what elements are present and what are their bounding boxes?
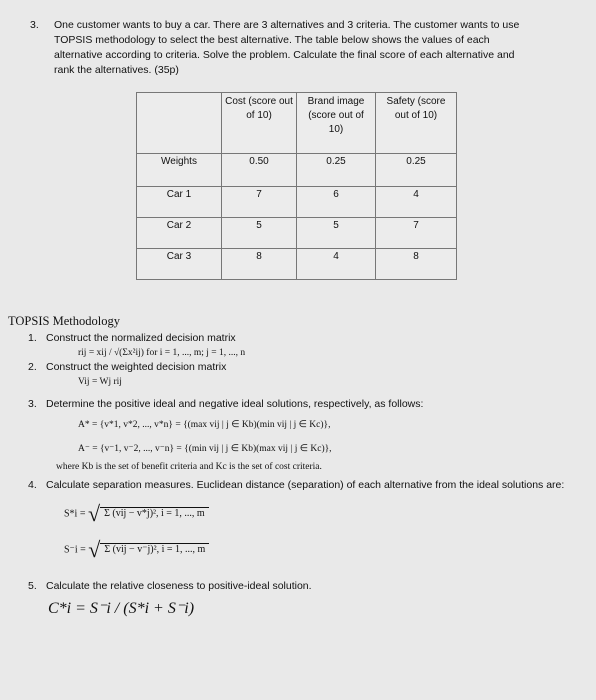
- step-4: [8, 478, 588, 493]
- topsis-section: [8, 314, 588, 618]
- step-2: [8, 360, 588, 375]
- cell-value: 6: [297, 187, 376, 218]
- formula-separation-negative: [8, 533, 588, 569]
- formula-positive-ideal: A* = {v*1, v*2, ..., v*n} = {(max vij | j ∈ Kb)(min vij | j ∈ Kc)},: [78, 420, 331, 430]
- step-text: Construct the normalized decision matrix: [46, 332, 236, 344]
- criteria-note: where Kb is the set of benefit criteria and Kc is the set of cost criteria.: [56, 462, 322, 472]
- step-number: 4.: [28, 479, 37, 491]
- question-line-1: One customer wants to buy a car. There are 3 alternatives and 3 criteria. The customer wants to use: [54, 19, 520, 31]
- step-text: Construct the weighted decision matrix: [46, 361, 227, 373]
- question-block: [30, 18, 590, 78]
- formula-negative-ideal: A⁻ = {v⁻1, v⁻2, ..., v⁻n} = {(min vij | j ∈ Kb)(max vij | j ∈ Kc)},: [78, 444, 332, 454]
- header-cost: Cost (score out of 10): [222, 93, 297, 154]
- cell-value: 4: [376, 187, 457, 218]
- row-label: Car 1: [137, 187, 222, 218]
- step-3: [8, 397, 588, 412]
- header-safety: Safety (score out of 10): [376, 93, 457, 154]
- table-row: [137, 218, 457, 249]
- question-number: 3.: [30, 19, 39, 31]
- row-label: Weights: [137, 154, 222, 187]
- question-line-4: rank the alternatives. (35p): [54, 64, 179, 76]
- row-label: Car 2: [137, 218, 222, 249]
- cell-value: 4: [297, 249, 376, 280]
- radical-icon: √: [88, 537, 101, 562]
- weight-safety: 0.25: [376, 154, 457, 187]
- table-row: [137, 187, 457, 218]
- step-number: 1.: [28, 332, 37, 344]
- step-5: [8, 579, 588, 594]
- formula-radicand: Σ (vij − v⁻j)², i = 1, ..., m: [100, 543, 209, 555]
- radical-icon: √: [87, 501, 101, 526]
- formula-normalized: rij = xij / √(Σx²ij) for i = 1, ..., m; j = 1, ..., n: [78, 348, 246, 358]
- header-cell-empty: [137, 93, 222, 154]
- topsis-title: TOPSIS Methodology: [8, 314, 120, 328]
- weight-brand-image: 0.25: [297, 154, 376, 187]
- table-row: [137, 249, 457, 280]
- formula-lhs: S*i =: [64, 508, 86, 520]
- header-brand-image: Brand image (score out of 10): [297, 93, 376, 154]
- step-text: Calculate separation measures. Euclidean distance (separation) of each alternative from the ideal solutions are:: [46, 479, 565, 491]
- step-number: 2.: [28, 361, 37, 373]
- step-number: 3.: [28, 398, 37, 410]
- cell-value: 5: [222, 218, 297, 249]
- weight-cost: 0.50: [222, 154, 297, 187]
- step-text: Determine the positive ideal and negative ideal solutions, respectively, as follows:: [46, 398, 424, 410]
- cell-value: 7: [222, 187, 297, 218]
- question-line-3: alternative according to criteria. Solve the problem. Calculate the final score of each alternative and: [54, 49, 515, 61]
- cell-value: 7: [376, 218, 457, 249]
- formula-radicand: Σ (vij − v*j)², i = 1, ..., m: [100, 507, 209, 519]
- cell-value: 8: [376, 249, 457, 280]
- formula-closeness: C*i = S⁻i / (S*i + S⁻i): [48, 600, 195, 617]
- step-text: Calculate the relative closeness to positive-ideal solution.: [46, 580, 312, 592]
- table-row-weights: [137, 154, 457, 187]
- question-text: [54, 18, 590, 78]
- step-number: 5.: [28, 580, 37, 592]
- table-header-row: [137, 93, 457, 154]
- cell-value: 5: [297, 218, 376, 249]
- formula-separation-positive: [8, 497, 588, 533]
- formula-lhs: S⁻i =: [64, 544, 86, 556]
- decision-table: [136, 92, 457, 280]
- row-label: Car 3: [137, 249, 222, 280]
- formula-weighted: Vij = Wj rij: [78, 377, 122, 387]
- question-line-2: TOPSIS methodology to select the best alternative. The table below shows the values of each: [54, 34, 490, 46]
- step-1: [8, 331, 588, 346]
- cell-value: 8: [222, 249, 297, 280]
